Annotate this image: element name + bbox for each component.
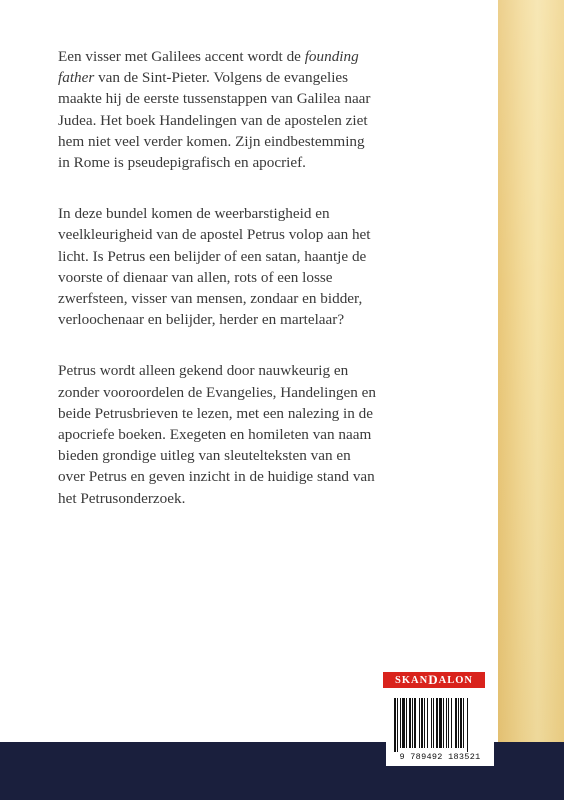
- barcode-bar: [427, 698, 428, 748]
- barcode-bar: [467, 698, 468, 752]
- barcode-bar: [419, 698, 420, 748]
- barcode-bar: [458, 698, 459, 748]
- isbn-barcode: [386, 694, 494, 766]
- barcode-bar: [402, 698, 405, 748]
- barcode-bars: [392, 698, 488, 752]
- blurb-paragraph-2: In deze bundel komen de weerbarstigheid en veelkleurigheid van de apostel Petrus volop aan het licht. Is Petrus een belijder of een satan, haantje de voorste of dienaar van allen, rots of een losse zwerfsteen, visser van mensen, zondaar en bidder, verloochenaar en belijder, herder en martelaar?: [58, 205, 371, 329]
- publisher-logo: SKAN D ALON: [383, 672, 485, 688]
- barcode-bar: [406, 698, 407, 748]
- barcode-bar: [455, 698, 457, 748]
- barcode-bar: [431, 698, 432, 748]
- barcode-bar: [414, 698, 416, 748]
- barcode-bar: [443, 698, 444, 748]
- barcode-bar: [451, 698, 452, 748]
- barcode-bar: [421, 698, 423, 748]
- barcode-bar: [446, 698, 447, 748]
- barcode-bar: [412, 698, 413, 748]
- barcode-bar: [424, 698, 425, 748]
- barcode-bar: [433, 698, 434, 748]
- blurb-italic-phrase: founding father: [58, 48, 359, 87]
- barcode-bar: [409, 698, 411, 748]
- barcode-bar: [436, 698, 438, 748]
- isbn-number: 9 789492 183521: [399, 752, 481, 762]
- gold-spine-strip: [498, 0, 564, 742]
- barcode-bar: [448, 698, 449, 748]
- barcode-bar: [394, 698, 396, 752]
- barcode-bar: [400, 698, 401, 748]
- blurb-text: [58, 46, 378, 539]
- blurb-paragraph-1: Een visser met Galilees accent wordt de founding father van de Sint-Pieter. Volgens de evangelies maakte hij de eerste tussenstappen van Galilea naar Judea. Het boek Handelingen van de apostelen ziet hem niet veel verder komen. Zijn eindbestemming in Rome is pseudepigrafisch en apocrief.: [58, 48, 371, 172]
- blurb-paragraph-3: Petrus wordt alleen gekend door nauwkeurig en zonder vooroordelen de Evangelies, Handelingen en beide Petrusbrieven te lezen, met een nalezing in de apocriefe boeken. Exegeten en homileten van naam bieden grondige uitleg van sleutelteksten van en over Petrus en geven inzicht in de huidige stand van het Petrusonderzoek.: [58, 362, 376, 507]
- barcode-bar: [463, 698, 464, 748]
- barcode-bar: [460, 698, 462, 748]
- barcode-bar: [397, 698, 398, 752]
- barcode-bar: [439, 698, 442, 748]
